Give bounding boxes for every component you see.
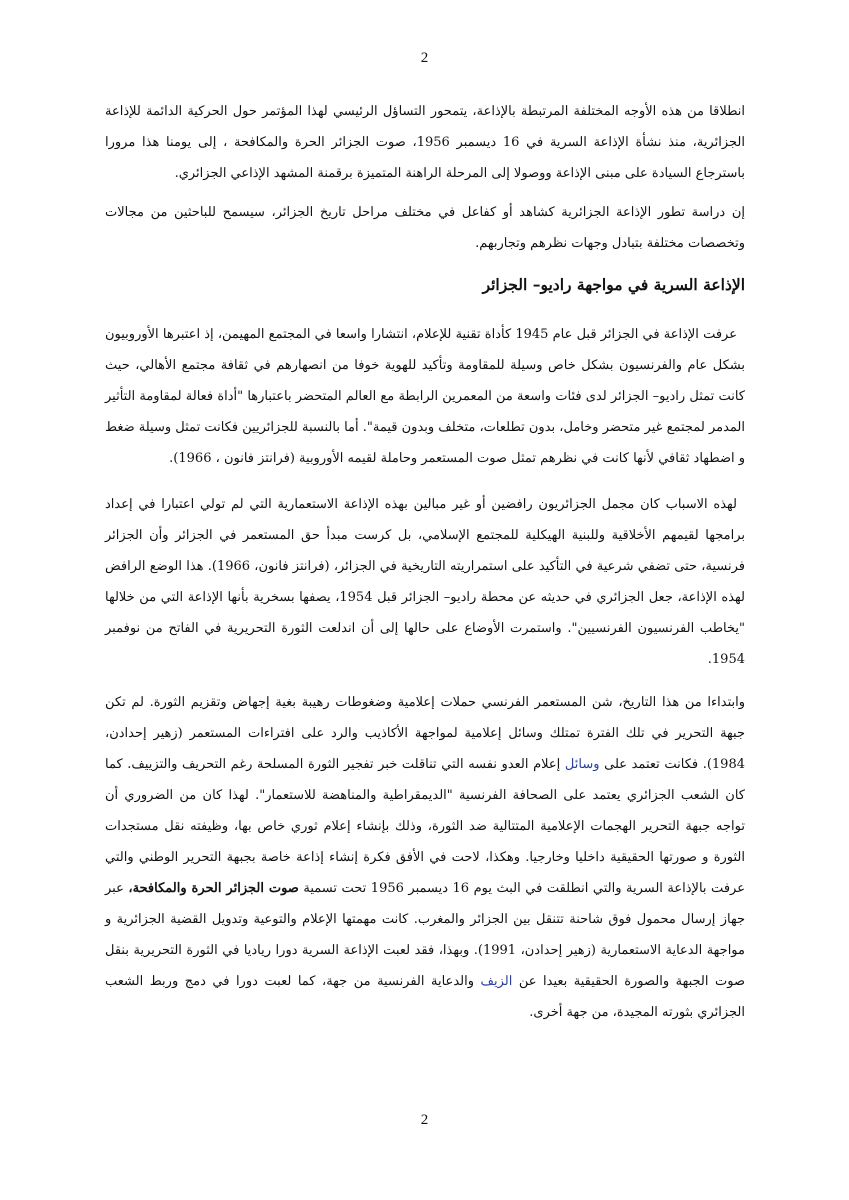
paragraph-radio-algiers: عرفت الإذاعة في الجزائر قبل عام 1945 كأداة تقنية للإعلام، انتشارا واسعا في المجتمع المهيمن، إذ اعتبرها الأوروبيون بشكل عام والفرنسيون بشكل خاص وسيلة للمقاومة وتأكيد للهوية خوفا من انصهارهم في ثقافة مجتمع الأهالي، حيث كانت تمثل راديو– الجزائر لدى فئات واسعة من المعمرين الرابطة مع العالم المتحضر باعتبارها "أداة فعالة لمقاومة التأثير المدمر لمجتمع غير متحضر وخامل، بدون تطلعات، متخلف وبدون قيمة". أما بالنسبة للجزائريين فكانت تمثل وسيلة ضغط و اضطهاد ثقافي لأنها كانت في نظرهم تمثل صوت المستعمر وحاملة لقيمه الأوروبية (فرانتز فانون ، 1966).: [105, 327, 745, 466]
text-segment: إعلام العدو نفسه التي تناقلت خبر تفجير الثورة المسلحة رغم التحريف والتزييف. كما كان الشعب الجزائري يعتمد على الصحافة الفرنسية "الديمقراطية والمناهضة للاستعمار". لهذا كان من الضروري أن تواجه جبهة التحرير الهجمات الإعلامية المتتالية ضد الثورة، وذلك بإنشاء إعلام ثوري خاص بها، وظيفته نقل مستجدات الثورة و صورتها الحقيقية داخليا وخارجيا. وهكذا، لاحت في الأفق فكرة إنشاء إذاعة خاصة بجبهة التحرير الوطني والتي عرفت بالإذاعة السرية والتي انطلقت في البث يوم 16 ديسمبر 1956 تحت تسمية: [105, 757, 745, 896]
page-number-top: 2: [420, 50, 429, 66]
link-wasail[interactable]: وسائل: [564, 757, 600, 772]
page-number-bottom: 2: [420, 1112, 429, 1128]
text-segment: عبر جهاز إرسال محمول فوق شاحنة تتنقل بين الجزائر والمغرب. كانت مهمتها الإعلام والتوعية وتدويل القضية الجزائرية و مواجهة الدعاية الاستعمارية (زهير إحدادن، 1991). وبهذا، فقد لعبت الإذاعة السرية دورا رياديا في الثورة التحريرية بنقل صوت الجبهة والصورة الحقيقية بعيدا عن: [105, 881, 745, 989]
paragraph-secret-radio: [105, 687, 745, 1028]
section-heading: الإذاعة السرية في مواجهة راديو– الجزائر: [482, 275, 745, 294]
paragraph-intro: انطلاقا من هذه الأوجه المختلفة المرتبطة بالإذاعة، يتمحور التساؤل الرئيسي لهذا المؤتمر حول الحركية الدائمة للإذاعة الجزائرية، منذ نشأة الإذاعة السرية في 16 ديسمبر 1956، صوت الجزائر الحرة والمكافحة ، إلى يومنا هذا مرورا باسترجاع السيادة على مبنى الإذاعة ووصولا إلى المرحلة الراهنة المتميزة برقمنة المشهد الإذاعي الجزائري.: [105, 104, 745, 181]
paragraph-rejection: لهذه الاسباب كان مجمل الجزائريون رافضين أو غير مبالين بهذه الإذاعة الاستعمارية التي لم تولي اعتبارا في إعداد برامجها لقيمهم الأخلاقية وللبنية الهيكلية للمجتمع الإسلامي، بل كرست مبدأ حق المستعمر في الجزائر وأن الجزائر فرنسية، حتى تضفي شرعية في التأكيد على استمراريته التاريخية في الجزائر، (فرانتز فانون، 1966). هذا الوضع الرافض لهذه الإذاعة، جعل الجزائري في حديثه عن محطة راديو– الجزائر قبل 1954، يصفها بسخرية بأنها الإذاعة التي من خلالها "يخاطب الفرنسيون الفرنسيين". واستمرت الأوضاع على حالها إلى أن اندلعت الثورة التحريرية في الفاتح من نوفمبر 1954.: [105, 497, 745, 667]
text-segment: والدعاية الفرنسية من جهة، كما لعبت دورا في دمج وربط الشعب الجزائري بثورته المجيدة، من جهة أخرى.: [105, 974, 745, 1020]
document-body: [105, 96, 745, 1028]
text-segment: وابتداءا من هذا التاريخ، شن المستعمر الفرنسي حملات إعلامية وضغوطات رهيبة بغية إجهاض وتقزيم الثورة. لم تكن جبهة التحرير في تلك الفترة تمتلك وسائل إعلامية لمواجهة الأكاذيب والرد على افتراءات المستعمر (زهير إحدادن، 1984). فكانت تعتمد على: [105, 695, 745, 772]
link-zayf[interactable]: الزيف: [480, 974, 513, 989]
paragraph-study: إن دراسة تطور الإذاعة الجزائرية كشاهد أو كفاعل في مختلف مراحل تاريخ الجزائر، سيسمح للباحثين من مجالات وتخصصات مختلفة بتبادل وجهات نظرهم وتجاربهم.: [105, 205, 745, 251]
radio-name-bold: صوت الجزائر الحرة والمكافحة،: [128, 881, 299, 896]
